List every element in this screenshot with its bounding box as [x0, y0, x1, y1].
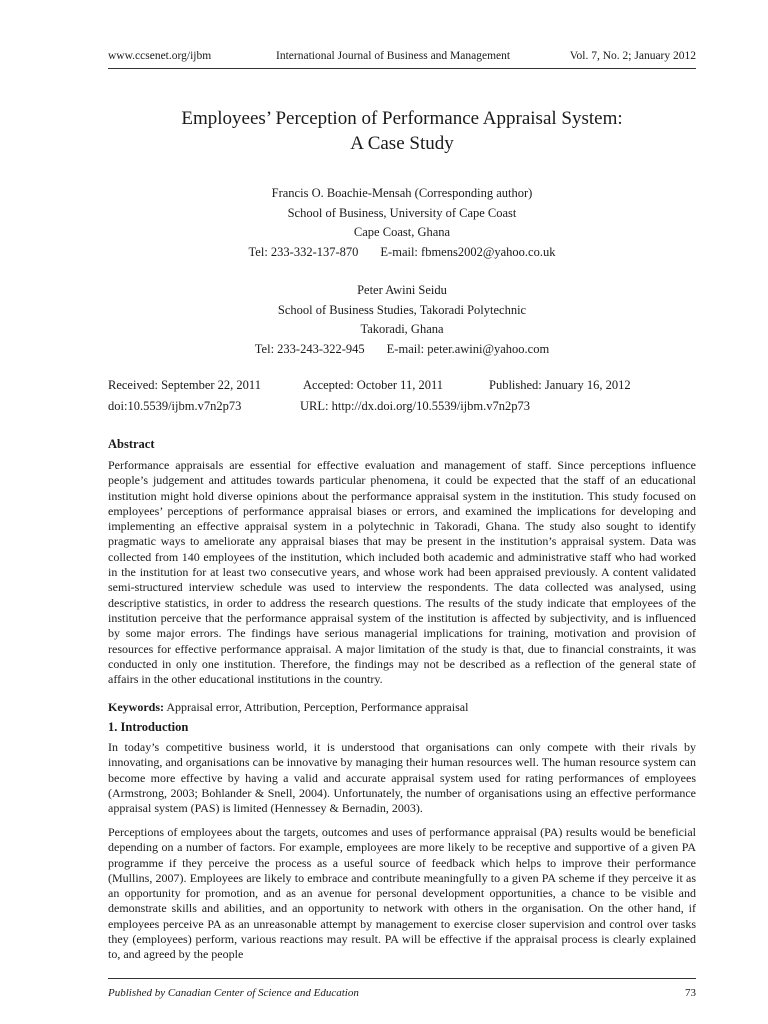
- accepted-date: Accepted: October 11, 2011: [303, 378, 443, 392]
- publication-dates: [108, 378, 696, 420]
- author-tel: Tel: 233-243-322-945: [254, 341, 365, 356]
- published-date: Published: January 16, 2012: [489, 378, 631, 392]
- author-email: E-mail: peter.awini@yahoo.com: [386, 341, 550, 356]
- author-block: [108, 184, 696, 359]
- page-number: 73: [685, 987, 696, 999]
- doi-url[interactable]: URL: http://dx.doi.org/10.5539/ijbm.v7n2p73: [300, 399, 530, 413]
- journal-name: International Journal of Business and Management: [276, 50, 511, 62]
- author-contact: [108, 340, 696, 360]
- running-header: [108, 48, 696, 69]
- author-location: Cape Coast, Ghana: [353, 225, 451, 239]
- introduction-paragraph-2: Perceptions of employees about the targets, outcomes and uses of performance appraisal (PA) results would be beneficial depending on a number of factors. For example, employees are more likely to be receptive and supportive of a given PA programme if they perceive the process as a useful source of feedback which helps to improve their performance (Mullins, 2007). Employees are likely to embrace and contribute meaningfully to a given PA scheme if they perceive it as an opportunity for promotion, and as an avenue for personal development opportunities, a chance to be visible and demonstrate skills and abilities, and an opportunity to network with others in the organisation. On the other hand, if employees perceive PA as an unreasonable attempt by management to exercise closer supervision and control over tasks they (employees) perform, various reactions may result. PA will be effective if the appraisal process is clearly explained to, and agreed by the people: [108, 825, 696, 962]
- title-line-1: Employees’ Perception of Performance Appraisal System:: [181, 108, 623, 129]
- volume-issue: Vol. 7, No. 2; January 2012: [569, 50, 696, 62]
- author-contact: [108, 243, 696, 263]
- author-tel: Tel: 233-332-137-870: [248, 244, 359, 259]
- keywords-text: Appraisal error, Attribution, Perception, Performance appraisal: [164, 700, 469, 714]
- doi: doi:10.5539/ijbm.v7n2p73: [108, 399, 242, 413]
- keywords: [108, 700, 696, 715]
- abstract-text: Performance appraisals are essential for effective evaluation and management of staff. Since perceptions influence people’s judgement and attitudes towards particular phenomena, it could be expected that the staff of an educational institution might hold diverse opinions about the performance appraisal system in the institution. This study focused on employees’ perceptions of performance appraisal biases or errors, and examined the implications for developing and implementing an effective appraisal system in a polytechnic in Takoradi, Ghana. The study also sought to identify pragmatic ways to ameliorate any appraisal biases that may be present in the institution’s appraisal system. Data was collected from 140 employees of the institution, which included both academic and administrative staff who had worked in the institution for at least two consecutive years, and whose work had been appraised previously. A content validated semi-structured interview schedule was used to interview the respondents. The data collected was analysed, using descriptive statistics, in order to address the research questions. The results of the study indicate that employees of the institution perceive that the performance appraisal system of the institution is affected by subjectivity, and is influenced by some major errors. The findings have serious managerial implications for training, motivation and provision of resources for effective performance appraisal. A major limitation of the study is that, due to financial constraints, it was conducted in only one institution. Therefore, the findings may not be described as a reflection of the general state of affairs in the other educational institutions in the country.: [108, 458, 696, 687]
- introduction-heading: 1. Introduction: [108, 720, 189, 734]
- author-email: E-mail: fbmens2002@yahoo.co.uk: [380, 244, 556, 259]
- article-title: [108, 106, 696, 156]
- author-affiliation: School of Business, University of Cape Coast: [287, 205, 517, 220]
- author-name: Peter Awini Seidu: [357, 283, 447, 297]
- title-line-2: A Case Study: [350, 133, 454, 154]
- author-affiliation: School of Business Studies, Takoradi Polytechnic: [277, 302, 527, 317]
- page-footer: [108, 978, 696, 999]
- author-name: Francis O. Boachie-Mensah (Corresponding author): [271, 186, 533, 200]
- introduction-paragraph-1: In today’s competitive business world, it is understood that organisations can only compete with their rivals by innovating, and organisations can be innovative by managing their human resources well. The human resource system can become more effective by having a valid and accurate appraisal system used for rating performances of employees (Armstrong, 2003; Bohlander & Snell, 2004). Unfortunately, the number of organisations using an effective performance appraisal system (PAS) is limited (Hennessey & Bernadin, 2003).: [108, 740, 696, 816]
- received-date: Received: September 22, 2011: [108, 378, 261, 392]
- keywords-label: Keywords:: [108, 700, 164, 714]
- author-location: Takoradi, Ghana: [360, 322, 444, 336]
- abstract-heading: Abstract: [108, 437, 155, 451]
- journal-website: www.ccsenet.org/ijbm: [108, 50, 212, 62]
- publisher: Published by Canadian Center of Science and Education: [108, 987, 359, 999]
